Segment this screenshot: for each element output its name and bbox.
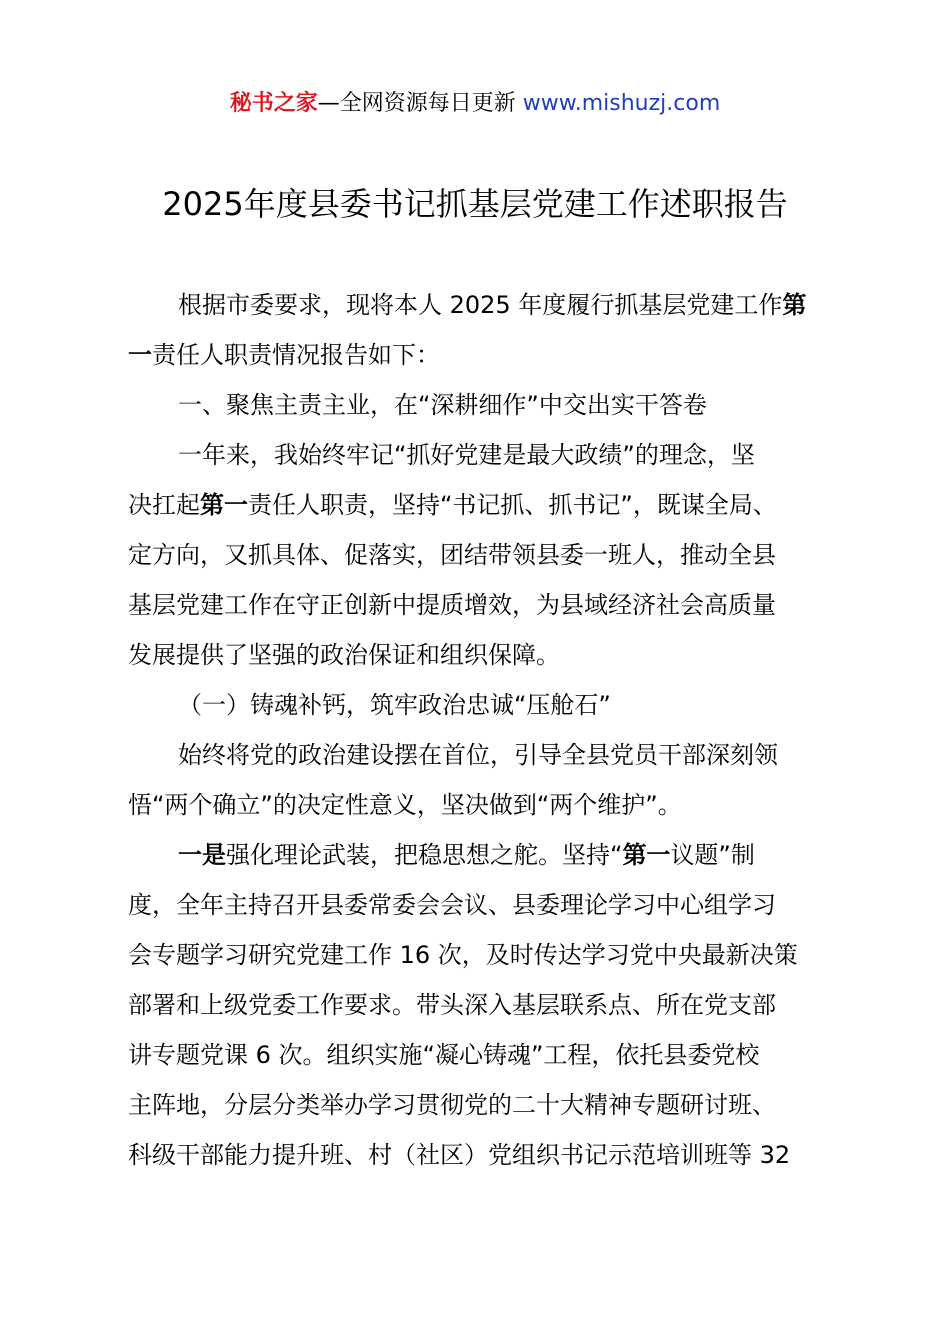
body-line-18: 科级干部能力提升班、村（社区）党组织书记示范培训班等 32 — [128, 1141, 791, 1169]
body-line-15: 部署和上级党委工作要求。带头深入基层联系点、所在党支部 — [128, 991, 776, 1019]
body-line-16: 讲专题党课 6 次。组织实施“凝心铸魂”工程，依托县委党校 — [128, 1041, 760, 1069]
body-line-13: 度，全年主持召开县委常委会会议、县委理论学习中心组学习 — [128, 891, 776, 919]
document-body — [128, 280, 834, 1180]
body-line-17: 主阵地，分层分类举办学习贯彻党的二十大精神专题研讨班、 — [128, 1091, 776, 1119]
body-line-14: 会专题学习研究党建工作 16 次，及时传达学习党中央最新决策 — [128, 941, 798, 969]
site-tagline: —全网资源每日更新 — [317, 91, 516, 116]
body-line-7: 基层党建工作在守正创新中提质增效，为县域经济社会高质量 — [128, 591, 776, 619]
section-heading-1: 一、聚焦主责主业，在“深耕细作”中交出实干答卷 — [178, 391, 707, 419]
body-line-11: 悟“两个确立”的决定性意义，坚决做到“两个维护”。 — [128, 791, 682, 819]
body-line-4: 一年来，我始终牢记“抓好党建是最大政绩”的理念，坚 — [178, 441, 755, 469]
subsection-heading-1: （一）铸魂补钙，筑牢政治忠诚“压舱石” — [178, 691, 611, 719]
body-line-1: 根据市委要求，现将本人 2025 年度履行抓基层党建工作第 — [178, 291, 807, 319]
body-line-12: 一是强化理论武装，把稳思想之舵。坚持“第一议题”制 — [178, 841, 755, 869]
body-line-5: 决扛起第一责任人职责，坚持“书记抓、抓书记”，既谋全局、 — [128, 491, 777, 519]
document-title: 2025年度县委书记抓基层党建工作述职报告 — [162, 185, 788, 223]
body-line-2: 一责任人职责情况报告如下： — [128, 341, 440, 369]
body-line-6: 定方向，又抓具体、促落实，团结带领县委一班人，推动全县 — [128, 541, 776, 569]
site-url-link[interactable]: www.mishuzj.com — [522, 91, 721, 116]
site-header — [0, 86, 950, 122]
body-line-8: 发展提供了坚强的政治保证和组织保障。 — [128, 641, 560, 669]
body-line-10: 始终将党的政治建设摆在首位，引导全县党员干部深刻领 — [178, 741, 778, 769]
brand-name: 秘书之家 — [229, 91, 318, 116]
